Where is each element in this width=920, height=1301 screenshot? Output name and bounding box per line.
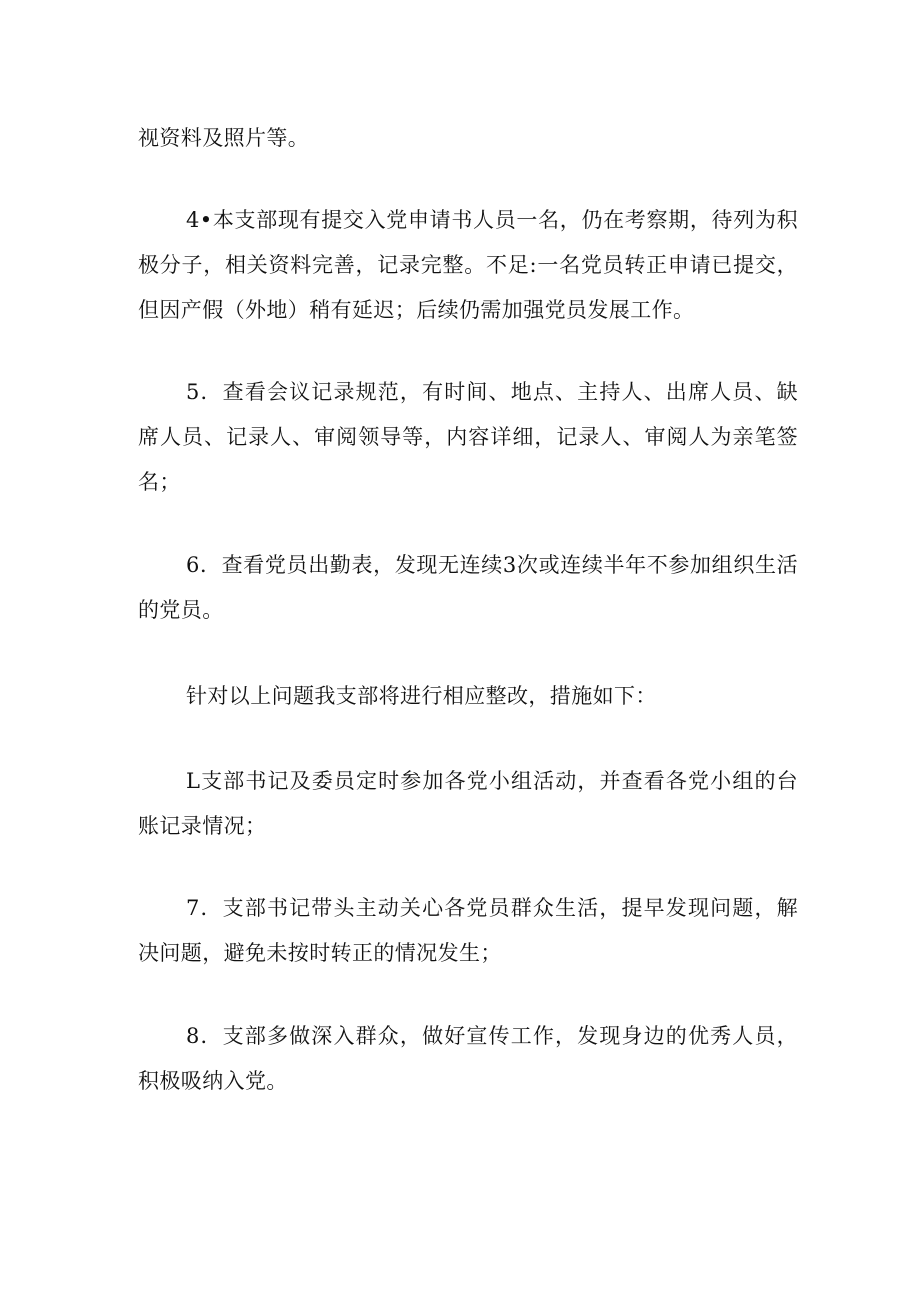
paragraph-measures-intro: 针对以上问题我支部将进行相应整改，措施如下： [186, 684, 657, 708]
paragraph-measure-1: L支部书记及委员定时参加各党小组活动，并查看各党小组的台账记录情况； [138, 769, 798, 838]
paragraph-item-8: 8．支部多做深入群众，做好宣传工作，发现身边的优秀人员，积极吸纳入党。 [138, 1024, 798, 1093]
paragraph-item-7: 7．支部书记带头主动关心各党员群众生活，提早发现问题，解决问题，避免未按时转正的情况发生； [138, 896, 798, 965]
paragraph-item-6: 6．查看党员出勤表，发现无连续3次或连续半年不参加组织生活的党员。 [138, 553, 798, 622]
paragraph-continuation: 视资料及照片等。 [138, 126, 310, 150]
paragraph-item-4: 4•本支部现有提交入党申请书人员一名，仍在考察期，待列为积极分子，相关资料完善，记录完整。不足:一名党员转正申请已提交，但因产假（外地）稍有延迟；后续仍需加强党员发展工作。 [138, 208, 798, 322]
paragraph-item-5: 5．查看会议记录规范，有时间、地点、主持人、出席人员、缺席人员、记录人、审阅领导等，内容详细，记录人、审阅人为亲笔签名； [138, 380, 798, 494]
